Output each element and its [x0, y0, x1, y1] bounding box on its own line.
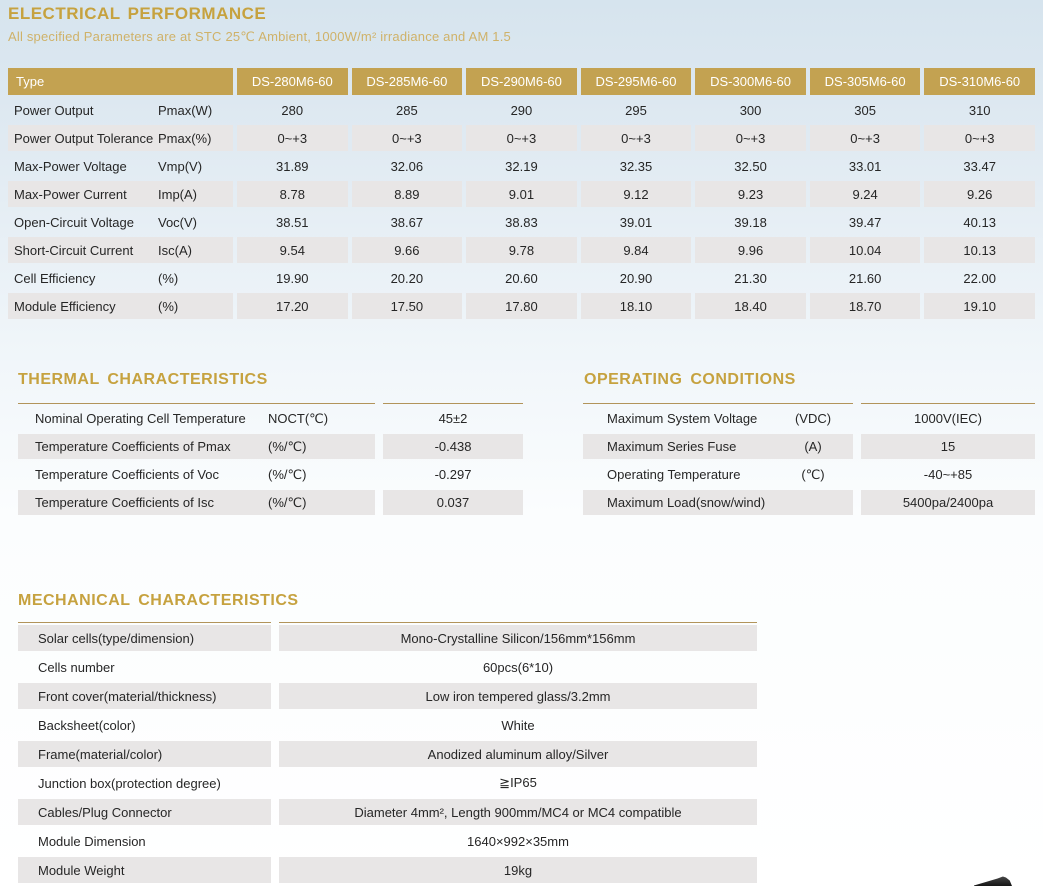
value-cell: Diameter 4mm², Length 900mm/MC4 or MC4 compatible — [279, 799, 757, 825]
row-label: Cells number — [38, 659, 115, 675]
model-header-cell: DS-295M6-60 — [581, 68, 692, 95]
row-unit: (VDC) — [794, 411, 832, 426]
value-cell: 1640×992×35mm — [467, 833, 569, 849]
row-label-cell — [8, 153, 233, 179]
value-cell: 21.60 — [848, 270, 882, 286]
row-label-cell — [8, 125, 233, 151]
model-header-cell: DS-285M6-60 — [352, 68, 463, 95]
value-cell: 32.50 — [734, 158, 767, 174]
value-cell: 39.01 — [619, 214, 653, 230]
row-label: Max-Power Current — [14, 186, 127, 202]
row-label-cell — [583, 462, 853, 487]
value-cell: 9.78 — [466, 237, 577, 263]
row-unit: Voc(V) — [158, 214, 198, 230]
value-cell: 9.01 — [466, 181, 577, 207]
row-label-cell — [583, 490, 853, 515]
value-cell: 19.90 — [276, 270, 309, 286]
divider-line — [383, 403, 523, 404]
value-cell: 17.50 — [352, 293, 463, 319]
row-unit: Pmax(%) — [158, 130, 212, 146]
model-header-cell: DS-290M6-60 — [466, 68, 577, 95]
value-cell: 17.80 — [466, 293, 577, 319]
value-cell: 0~+3 — [352, 125, 463, 151]
row-label: Cables/Plug Connector — [38, 804, 172, 820]
row-label: Backsheet(color) — [38, 717, 136, 733]
row-label-cell — [8, 181, 233, 207]
divider-line — [279, 622, 757, 623]
row-unit: (%/℃) — [268, 494, 307, 510]
value-cell: 9.84 — [581, 237, 692, 263]
value-cell: 22.00 — [963, 270, 996, 286]
value-cell: 20.90 — [619, 270, 653, 286]
value-cell: 310 — [968, 102, 991, 118]
value-cell: 32.19 — [505, 158, 538, 174]
row-label: Power Output — [14, 102, 94, 118]
value-cell: 285 — [396, 102, 418, 118]
thermal-characteristics-table — [18, 406, 523, 515]
row-label: Short-Circuit Current — [14, 242, 134, 258]
value-cell: 15 — [861, 434, 1035, 459]
model-header-cell: DS-305M6-60 — [810, 68, 921, 95]
row-label: Open-Circuit Voltage — [14, 214, 134, 230]
row-label-cell — [583, 406, 853, 431]
value-cell: 9.26 — [924, 181, 1035, 207]
value-cell: Mono-Crystalline Silicon/156mm*156mm — [279, 625, 757, 651]
value-cell: 9.24 — [810, 181, 921, 207]
value-cell: 290 — [510, 102, 533, 118]
value-cell: 40.13 — [963, 214, 996, 230]
value-cell: 300 — [739, 102, 762, 118]
row-label: Maximum Load(snow/wind) — [607, 495, 766, 510]
value-cell: 19.10 — [924, 293, 1035, 319]
value-cell: 0~+3 — [924, 125, 1035, 151]
row-unit: (%) — [158, 298, 179, 314]
model-header-cell: DS-310M6-60 — [924, 68, 1035, 95]
row-unit: Pmax(W) — [158, 102, 213, 118]
row-label-cell — [18, 712, 271, 738]
value-cell: Low iron tempered glass/3.2mm — [279, 683, 757, 709]
row-label: Module Efficiency — [14, 298, 116, 314]
model-header-cell: DS-300M6-60 — [695, 68, 806, 95]
row-label: Solar cells(type/dimension) — [38, 630, 195, 646]
value-cell: -0.438 — [383, 434, 523, 459]
row-label: Front cover(material/thickness) — [38, 688, 217, 704]
row-label-cell — [8, 209, 233, 235]
row-label-cell — [18, 828, 271, 854]
value-cell: 8.78 — [237, 181, 348, 207]
row-label: Temperature Coefficients of Pmax — [35, 439, 231, 454]
row-label: Nominal Operating Cell Temperature — [35, 411, 246, 426]
row-label: Module Dimension — [38, 833, 146, 849]
value-cell: 9.54 — [237, 237, 348, 263]
value-cell: 10.04 — [810, 237, 921, 263]
value-cell: 45±2 — [438, 411, 468, 426]
divider-line — [18, 622, 271, 623]
row-unit: NOCT(℃) — [268, 410, 329, 426]
row-label-cell — [18, 741, 271, 767]
row-unit: (%/℃) — [268, 438, 307, 454]
row-label-cell — [18, 406, 375, 431]
row-label-cell — [8, 97, 233, 123]
row-label-cell — [8, 265, 233, 291]
value-cell: 295 — [625, 102, 647, 118]
value-cell: 1000V(IEC) — [914, 411, 982, 426]
value-cell: 17.20 — [237, 293, 348, 319]
row-label-cell — [18, 799, 271, 825]
row-unit: Vmp(V) — [158, 158, 203, 174]
value-cell: 20.20 — [390, 270, 424, 286]
row-label-cell — [18, 654, 271, 680]
value-cell: 0~+3 — [581, 125, 692, 151]
row-label: Maximum System Voltage — [607, 411, 758, 426]
divider-line — [18, 403, 375, 404]
row-unit: (%/℃) — [268, 466, 307, 482]
row-label-cell — [18, 683, 271, 709]
row-label-cell — [18, 462, 375, 487]
value-cell: 9.96 — [695, 237, 806, 263]
row-label: Cell Efficiency — [14, 270, 96, 286]
row-label-cell — [18, 490, 375, 515]
value-cell: Anodized aluminum alloy/Silver — [279, 741, 757, 767]
value-cell: 0~+3 — [466, 125, 577, 151]
electrical-performance-title: ELECTRICAL PERFORMANCE — [8, 4, 267, 23]
row-label-cell — [18, 770, 271, 796]
value-cell: 5400pa/2400pa — [861, 490, 1035, 515]
row-label: Max-Power Voltage — [14, 158, 127, 174]
row-label-cell — [583, 434, 853, 459]
value-cell: 8.89 — [352, 181, 463, 207]
value-cell: 0~+3 — [237, 125, 348, 151]
divider-line — [583, 403, 853, 404]
value-cell: White — [501, 717, 535, 733]
value-cell: 38.67 — [390, 214, 424, 230]
value-cell: 31.89 — [276, 158, 309, 174]
row-label-cell — [8, 293, 233, 319]
value-cell: 39.18 — [734, 214, 767, 230]
value-cell: 18.40 — [695, 293, 806, 319]
model-header-cell: DS-280M6-60 — [237, 68, 348, 95]
electrical-performance-subtitle: All specified Parameters are at STC 25℃ Ambient, 1000W/m² irradiance and AM 1.5 — [8, 29, 511, 44]
value-cell: 305 — [854, 102, 876, 118]
value-cell: ≧IP65 — [499, 775, 537, 790]
operating-conditions-title: OPERATING CONDITIONS — [584, 371, 796, 388]
row-label: Temperature Coefficients of Isc — [35, 495, 214, 510]
value-cell: 20.60 — [505, 270, 538, 286]
value-cell: 32.06 — [390, 158, 424, 174]
value-cell: 32.35 — [619, 158, 653, 174]
value-cell: 0.037 — [383, 490, 523, 515]
value-cell: 33.01 — [848, 158, 882, 174]
value-cell: 18.10 — [581, 293, 692, 319]
row-label: Module Weight — [38, 862, 125, 878]
value-cell: 0~+3 — [695, 125, 806, 151]
value-cell: 9.66 — [352, 237, 463, 263]
electrical-performance-table — [8, 68, 1035, 319]
row-label-cell — [18, 625, 271, 651]
operating-conditions-table — [583, 406, 1035, 515]
value-cell: 38.83 — [505, 214, 538, 230]
row-label: Operating Temperature — [607, 467, 741, 482]
mechanical-characteristics-title: MECHANICAL CHARACTERISTICS — [18, 592, 299, 609]
value-cell: 39.47 — [848, 214, 882, 230]
row-unit: Imp(A) — [158, 186, 197, 202]
mechanical-characteristics-table — [18, 625, 757, 883]
value-cell: 19kg — [279, 857, 757, 883]
row-label: Maximum Series Fuse — [607, 439, 737, 454]
row-unit: (℃) — [801, 466, 825, 482]
value-cell: 10.13 — [924, 237, 1035, 263]
type-header-cell: Type — [8, 68, 233, 95]
value-cell: 21.30 — [734, 270, 767, 286]
connector-photo-fragment — [974, 876, 1012, 886]
row-label: Temperature Coefficients of Voc — [35, 467, 220, 482]
divider-line — [861, 403, 1035, 404]
value-cell: 280 — [281, 102, 304, 118]
row-label-cell — [18, 434, 375, 459]
row-unit: Isc(A) — [158, 242, 192, 258]
value-cell: 0~+3 — [810, 125, 921, 151]
value-cell: 9.12 — [581, 181, 692, 207]
value-cell: 38.51 — [276, 214, 309, 230]
row-label: Frame(material/color) — [38, 746, 163, 762]
row-unit: (A) — [804, 439, 822, 454]
row-label: Junction box(protection degree) — [38, 775, 221, 791]
value-cell: 60pcs(6*10) — [482, 659, 554, 675]
row-unit: (%) — [158, 270, 179, 286]
value-cell: 33.47 — [963, 158, 996, 174]
row-label-cell — [18, 857, 271, 883]
value-cell: -40~+85 — [923, 467, 973, 482]
value-cell: 9.23 — [695, 181, 806, 207]
row-label: Power Output Tolerance — [14, 130, 154, 146]
value-cell: 18.70 — [810, 293, 921, 319]
row-label-cell — [8, 237, 233, 263]
thermal-characteristics-title: THERMAL CHARACTERISTICS — [18, 371, 268, 388]
value-cell: -0.297 — [434, 467, 472, 482]
